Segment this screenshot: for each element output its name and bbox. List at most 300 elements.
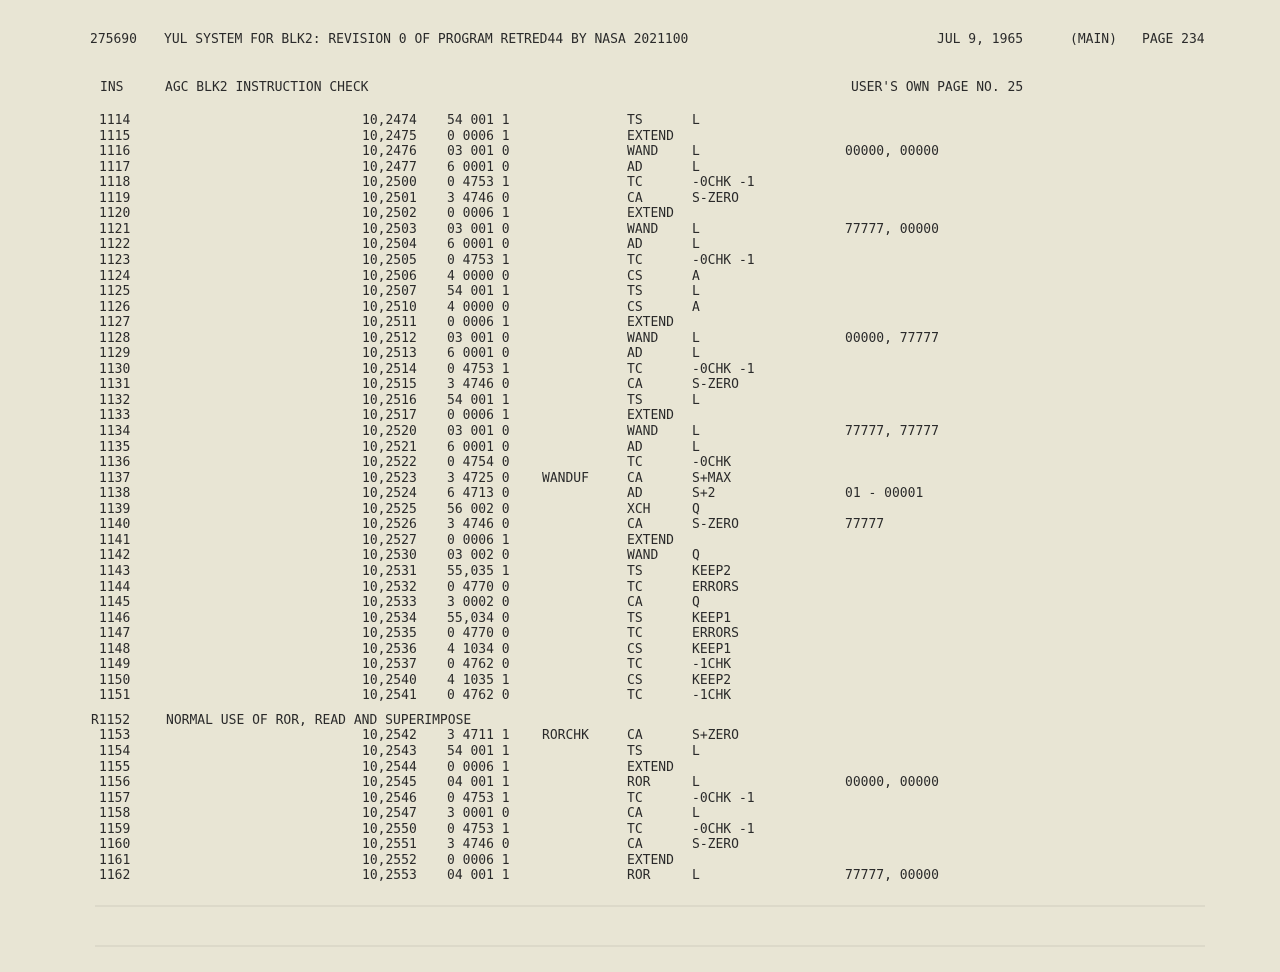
location: 10,2475 (362, 128, 417, 144)
location: 10,2543 (362, 744, 417, 759)
opcode: WAND (627, 330, 659, 346)
octal-code: 0 4753 1 (447, 175, 510, 191)
location: 10,2477 (362, 159, 417, 175)
opcode: TC (627, 252, 643, 268)
address-field: L (692, 392, 700, 408)
location: 10,2500 (362, 175, 417, 191)
opcode: WAND (627, 221, 659, 237)
opcode: ROR (627, 775, 651, 791)
listing-date: JUL 9, 1965 (937, 32, 1024, 47)
listing-row (0, 113, 1280, 129)
comment-value: 00000, 00000 (845, 144, 939, 160)
address-field: Q (692, 595, 700, 611)
opcode: TC (627, 626, 643, 642)
listing-row (0, 626, 1280, 642)
opcode: EXTEND (627, 206, 674, 222)
address-field: L (692, 775, 700, 791)
listing-row (0, 315, 1280, 331)
location: 10,2526 (362, 517, 417, 533)
listing-row (0, 728, 1280, 744)
opcode: TS (627, 284, 643, 300)
address-field: L (692, 744, 700, 759)
opcode: TC (627, 361, 643, 377)
location: 10,2525 (362, 501, 417, 517)
listing-row (0, 222, 1280, 238)
listing-row (0, 471, 1280, 487)
listing-row (0, 144, 1280, 160)
listing-row (0, 284, 1280, 300)
listing-row (0, 237, 1280, 253)
listing-row (0, 688, 1280, 704)
listing-row (0, 424, 1280, 440)
octal-code: 0 4762 0 (447, 688, 510, 704)
bleed-through-line (95, 945, 1205, 947)
address-field: A (692, 299, 700, 315)
comment-value: 00000, 00000 (845, 775, 939, 791)
octal-code: 0 4754 0 (447, 455, 510, 471)
opcode: TS (627, 113, 643, 128)
location: 10,2553 (362, 868, 417, 884)
address-field: L (692, 144, 700, 160)
location: 10,2476 (362, 144, 417, 160)
location: 10,2527 (362, 532, 417, 548)
location: 10,2516 (362, 392, 417, 408)
listing-row (0, 791, 1280, 807)
listing-row (0, 744, 1280, 760)
symbol-label: WANDUF (542, 470, 589, 486)
octal-code: 54 001 1 (447, 284, 510, 300)
address-field: S-ZERO (692, 837, 739, 853)
address-field: L (692, 284, 700, 300)
opcode: CS (627, 299, 643, 315)
ins-number: 1149 (99, 657, 131, 673)
address-field: ERRORS (692, 579, 739, 595)
octal-code: 0 0006 1 (447, 759, 510, 775)
opcode: XCH (627, 501, 651, 517)
listing-row (0, 331, 1280, 347)
opcode: CA (627, 728, 643, 744)
listing-row (0, 868, 1280, 884)
octal-code: 3 0002 0 (447, 595, 510, 611)
location: 10,2503 (362, 221, 417, 237)
opcode: CA (627, 837, 643, 853)
ins-number: 1153 (99, 728, 131, 744)
listing-row (0, 760, 1280, 776)
opcode: CA (627, 190, 643, 206)
octal-code: 3 4725 0 (447, 470, 510, 486)
ins-number: 1161 (99, 852, 131, 868)
location: 10,2514 (362, 361, 417, 377)
listing-row (0, 377, 1280, 393)
location: 10,2536 (362, 641, 417, 657)
address-field: KEEP2 (692, 672, 732, 688)
location: 10,2524 (362, 486, 417, 502)
address-field: S+MAX (692, 470, 732, 486)
listing-row (0, 300, 1280, 316)
address-field: A (692, 268, 700, 284)
listing-row (0, 642, 1280, 658)
location: 10,2505 (362, 252, 417, 268)
ins-number: 1142 (99, 548, 131, 564)
listing-row (0, 129, 1280, 145)
ins-number: 1155 (99, 759, 131, 775)
octal-code: 0 0006 1 (447, 128, 510, 144)
ins-number: 1135 (99, 439, 131, 455)
opcode: EXTEND (627, 128, 674, 144)
ins-number: 1134 (99, 424, 131, 439)
ins-number: 1147 (99, 626, 131, 642)
remark-text: NORMAL USE OF ROR, READ AND SUPERIMPOSE (166, 712, 472, 728)
octal-code: 3 4746 0 (447, 837, 510, 853)
listing-row (0, 837, 1280, 853)
octal-code: 55,035 1 (447, 563, 510, 579)
octal-code: 4 1035 1 (447, 672, 510, 688)
opcode: CA (627, 377, 643, 393)
opcode: CA (627, 595, 643, 611)
ins-number: 1117 (99, 159, 131, 175)
octal-code: 6 0001 0 (447, 439, 510, 455)
listing-row (0, 362, 1280, 378)
ins-number: 1157 (99, 790, 131, 806)
ins-number: 1133 (99, 408, 131, 424)
octal-code: 03 001 0 (447, 330, 510, 346)
address-field: -0CHK -1 (692, 175, 755, 191)
ins-number: 1132 (99, 392, 131, 408)
location: 10,2545 (362, 775, 417, 791)
opcode: EXTEND (627, 759, 674, 775)
listing-row (0, 533, 1280, 549)
comment-value: 01 - 00001 (845, 486, 924, 502)
opcode: TS (627, 744, 643, 759)
address-field: S-ZERO (692, 377, 739, 393)
opcode: TC (627, 657, 643, 673)
octal-code: 0 0006 1 (447, 532, 510, 548)
address-field: L (692, 346, 700, 362)
octal-code: 0 4753 1 (447, 252, 510, 268)
listing-title: YUL SYSTEM FOR BLK2: REVISION 0 OF PROGRAM RETRED44 BY NASA 2021100 (164, 32, 689, 47)
location: 10,2534 (362, 610, 417, 626)
location: 10,2522 (362, 455, 417, 471)
listing-row (0, 206, 1280, 222)
ins-number: 1115 (99, 128, 131, 144)
ins-number: 1137 (99, 470, 131, 486)
listing-row (0, 580, 1280, 596)
opcode: EXTEND (627, 852, 674, 868)
address-field: Q (692, 548, 700, 564)
address-field: L (692, 424, 700, 439)
location: 10,2544 (362, 759, 417, 775)
ins-number: 1143 (99, 563, 131, 579)
octal-code: 0 4753 1 (447, 790, 510, 806)
octal-code: 3 0001 0 (447, 806, 510, 822)
ins-number: 1140 (99, 517, 131, 533)
listing-row (0, 253, 1280, 269)
location: 10,2551 (362, 837, 417, 853)
ins-number: 1136 (99, 455, 131, 471)
location: 10,2550 (362, 821, 417, 837)
octal-code: 4 0000 0 (447, 268, 510, 284)
opcode: EXTEND (627, 532, 674, 548)
address-field: L (692, 806, 700, 822)
address-field: ERRORS (692, 626, 739, 642)
octal-code: 56 002 0 (447, 501, 510, 517)
location: 10,2515 (362, 377, 417, 393)
opcode: AD (627, 159, 643, 175)
opcode: TC (627, 455, 643, 471)
opcode: TC (627, 175, 643, 191)
address-field: -1CHK (692, 688, 732, 704)
octal-code: 03 001 0 (447, 221, 510, 237)
comment-value: 77777, 00000 (845, 868, 939, 884)
address-field: S-ZERO (692, 190, 739, 206)
octal-code: 54 001 1 (447, 113, 510, 128)
octal-code: 0 4762 0 (447, 657, 510, 673)
opcode: WAND (627, 548, 659, 564)
listing-row (0, 160, 1280, 176)
listing-row (0, 673, 1280, 689)
ins-number: 1154 (99, 744, 131, 759)
location: 10,2552 (362, 852, 417, 868)
octal-code: 0 4770 0 (447, 579, 510, 595)
octal-code: 6 0001 0 (447, 346, 510, 362)
ins-number: 1159 (99, 821, 131, 837)
ins-number: 1131 (99, 377, 131, 393)
opcode: AD (627, 439, 643, 455)
location: 10,2507 (362, 284, 417, 300)
bleed-through-line (95, 905, 1205, 907)
location: 10,2511 (362, 315, 417, 331)
ins-number: 1160 (99, 837, 131, 853)
listing-section: (MAIN) (1070, 32, 1117, 47)
location: 10,2520 (362, 424, 417, 439)
address-field: S+ZERO (692, 728, 739, 744)
location: 10,2530 (362, 548, 417, 564)
listing-row (0, 455, 1280, 471)
opcode: TS (627, 610, 643, 626)
ins-number: 1148 (99, 641, 131, 657)
address-field: -0CHK -1 (692, 821, 755, 837)
ins-number: 1125 (99, 284, 131, 300)
location: 10,2506 (362, 268, 417, 284)
address-field: S+2 (692, 486, 716, 502)
ins-number: 1122 (99, 237, 131, 253)
listing-row (0, 269, 1280, 285)
listing-row (0, 548, 1280, 564)
opcode: WAND (627, 424, 659, 439)
location: 10,2540 (362, 672, 417, 688)
octal-code: 03 001 0 (447, 424, 510, 439)
opcode: TC (627, 688, 643, 704)
octal-code: 04 001 1 (447, 868, 510, 884)
address-field: -0CHK (692, 455, 732, 471)
octal-code: 0 4770 0 (447, 626, 510, 642)
location: 10,2546 (362, 790, 417, 806)
address-field: L (692, 113, 700, 128)
octal-code: 03 002 0 (447, 548, 510, 564)
subheader-title: AGC BLK2 INSTRUCTION CHECK (165, 80, 369, 95)
address-field: L (692, 868, 700, 884)
octal-code: 54 001 1 (447, 392, 510, 408)
comment-value: 77777, 77777 (845, 424, 939, 439)
ins-number: 1116 (99, 144, 131, 160)
location: 10,2517 (362, 408, 417, 424)
listing-row (0, 822, 1280, 838)
location: 10,2531 (362, 563, 417, 579)
listing-row (0, 502, 1280, 518)
ins-number: 1124 (99, 268, 131, 284)
opcode: CA (627, 517, 643, 533)
listing-row (0, 393, 1280, 409)
opcode: TC (627, 579, 643, 595)
location: 10,2504 (362, 237, 417, 253)
address-field: KEEP1 (692, 641, 732, 657)
opcode: AD (627, 486, 643, 502)
address-field: KEEP1 (692, 610, 732, 626)
ins-number: 1128 (99, 330, 131, 346)
listing-row (0, 853, 1280, 869)
octal-code: 4 1034 0 (447, 641, 510, 657)
address-field: -1CHK (692, 657, 732, 673)
listing-row (0, 595, 1280, 611)
opcode: EXTEND (627, 408, 674, 424)
octal-code: 4 0000 0 (447, 299, 510, 315)
ins-number: 1156 (99, 775, 131, 791)
octal-code: 6 0001 0 (447, 159, 510, 175)
ins-number: 1145 (99, 595, 131, 611)
octal-code: 3 4746 0 (447, 517, 510, 533)
octal-code: 55,034 0 (447, 610, 510, 626)
ins-number: 1130 (99, 361, 131, 377)
ins-number: 1146 (99, 610, 131, 626)
address-field: L (692, 159, 700, 175)
octal-code: 54 001 1 (447, 744, 510, 759)
listing-row (0, 346, 1280, 362)
location: 10,2521 (362, 439, 417, 455)
address-field: KEEP2 (692, 563, 732, 579)
opcode: WAND (627, 144, 659, 160)
ins-number: 1141 (99, 532, 131, 548)
opcode: CS (627, 641, 643, 657)
location: 10,2537 (362, 657, 417, 673)
opcode: EXTEND (627, 315, 674, 331)
listing-id: 275690 (90, 32, 137, 47)
address-field: -0CHK -1 (692, 361, 755, 377)
symbol-label: RORCHK (542, 728, 589, 744)
opcode: CA (627, 806, 643, 822)
octal-code: 6 0001 0 (447, 237, 510, 253)
location: 10,2541 (362, 688, 417, 704)
ins-number: 1121 (99, 221, 131, 237)
octal-code: 0 4753 1 (447, 821, 510, 837)
listing-row (0, 517, 1280, 533)
opcode: CS (627, 268, 643, 284)
ins-number: 1158 (99, 806, 131, 822)
octal-code: 0 0006 1 (447, 206, 510, 222)
opcode: CA (627, 470, 643, 486)
address-field: -0CHK -1 (692, 252, 755, 268)
listing-row (0, 486, 1280, 502)
listing-row (0, 611, 1280, 627)
location: 10,2533 (362, 595, 417, 611)
location: 10,2542 (362, 728, 417, 744)
opcode: TS (627, 392, 643, 408)
listing-row (0, 775, 1280, 791)
location: 10,2474 (362, 113, 417, 128)
location: 10,2532 (362, 579, 417, 595)
address-field: L (692, 330, 700, 346)
column-type: INS (100, 80, 124, 95)
ins-number: 1123 (99, 252, 131, 268)
ins-number: 1119 (99, 190, 131, 206)
ins-number: 1127 (99, 315, 131, 331)
octal-code: 0 0006 1 (447, 315, 510, 331)
octal-code: 3 4746 0 (447, 190, 510, 206)
address-field: S-ZERO (692, 517, 739, 533)
listing-row (0, 564, 1280, 580)
comment-value: 00000, 77777 (845, 330, 939, 346)
ins-number: 1120 (99, 206, 131, 222)
octal-code: 0 0006 1 (447, 852, 510, 868)
ins-number: 1138 (99, 486, 131, 502)
user-page: USER'S OWN PAGE NO. 25 (851, 80, 1024, 95)
listing-row (0, 408, 1280, 424)
opcode: TC (627, 821, 643, 837)
remark-ins: R1152 (91, 712, 131, 728)
octal-code: 04 001 1 (447, 775, 510, 791)
octal-code: 0 4753 1 (447, 361, 510, 377)
comment-value: 77777, 00000 (845, 221, 939, 237)
remark-row (0, 713, 1280, 729)
listing-row (0, 440, 1280, 456)
listing-row (0, 175, 1280, 191)
location: 10,2501 (362, 190, 417, 206)
listing-row (0, 806, 1280, 822)
octal-code: 03 001 0 (447, 144, 510, 160)
opcode: AD (627, 346, 643, 362)
comment-value: 77777 (845, 517, 885, 533)
ins-number: 1126 (99, 299, 131, 315)
opcode: TS (627, 563, 643, 579)
opcode: AD (627, 237, 643, 253)
address-field: Q (692, 501, 700, 517)
location: 10,2510 (362, 299, 417, 315)
ins-number: 1114 (99, 113, 131, 128)
ins-number: 1144 (99, 579, 131, 595)
location: 10,2535 (362, 626, 417, 642)
opcode: CS (627, 672, 643, 688)
address-field: L (692, 439, 700, 455)
location: 10,2502 (362, 206, 417, 222)
octal-code: 0 0006 1 (447, 408, 510, 424)
location: 10,2523 (362, 470, 417, 486)
listing-row (0, 657, 1280, 673)
address-field: L (692, 221, 700, 237)
page-number: PAGE 234 (1142, 32, 1205, 47)
ins-number: 1150 (99, 672, 131, 688)
location: 10,2512 (362, 330, 417, 346)
location: 10,2513 (362, 346, 417, 362)
ins-number: 1162 (99, 868, 131, 884)
listing-row (0, 191, 1280, 207)
octal-code: 6 4713 0 (447, 486, 510, 502)
octal-code: 3 4711 1 (447, 728, 510, 744)
octal-code: 3 4746 0 (447, 377, 510, 393)
ins-number: 1151 (99, 688, 131, 704)
ins-number: 1139 (99, 501, 131, 517)
ins-number: 1118 (99, 175, 131, 191)
address-field: L (692, 237, 700, 253)
opcode: ROR (627, 868, 651, 884)
